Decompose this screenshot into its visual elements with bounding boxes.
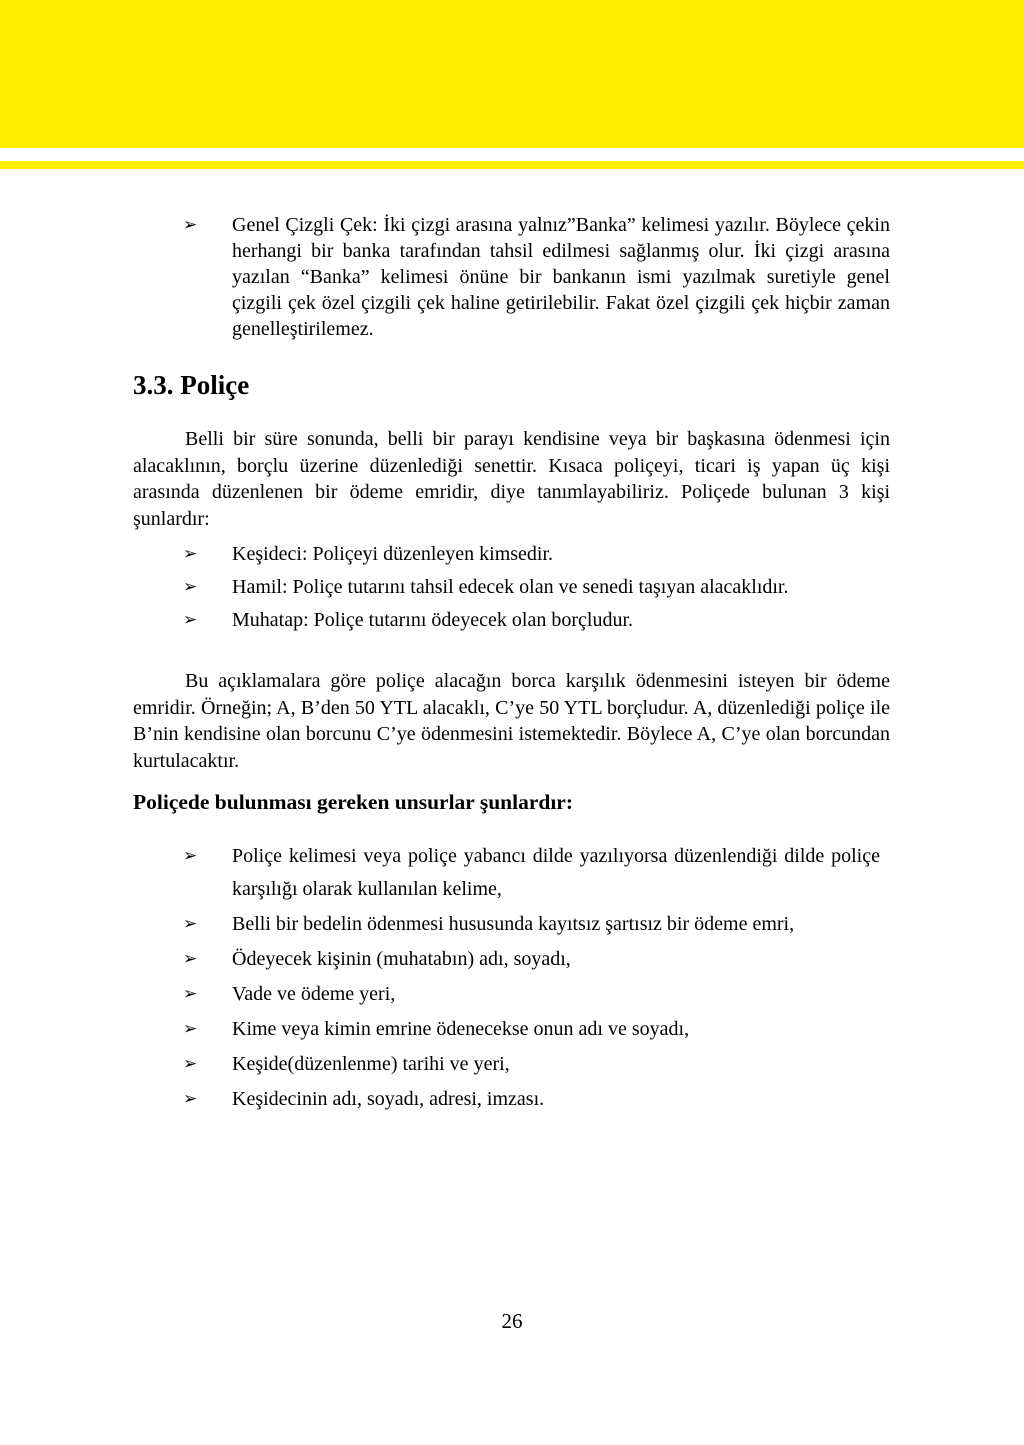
page-number: 26 (501, 1309, 523, 1333)
list-item-text: Muhatap: Poliçe tutarını ödeyecek olan borçludur. (232, 609, 633, 631)
intro-bullet-text: Genel Çizgli Çek: İki çizgi arasına yalnız”Banka” kelimesi yazılır. Böylece çekin herhangi bir banka tarafından tahsil edilmesi sağlanmış olur. İki çizgi arasına yazılan “Banka” kelimesi önüne bir bankanın ismi yazılmak suretiyle genel çizgili çek özel çizgili çek haline getirilebilir. Fakat özel çizgili çek hiçbir zaman genelleştirilemez. (232, 214, 890, 340)
list-item-text: Poliçe kelimesi veya poliçe yabancı dilde yazılıyorsa düzenlendiği dilde poliçe karşılığı olarak kullanılan kelime, (232, 845, 880, 900)
list-item (133, 1083, 890, 1116)
list-item-text: Belli bir bedelin ödenmesi hususunda kayıtsız şartısız bir ödeme emri, (232, 913, 795, 935)
list-item-text: Keşide(düzenlenme) tarihi ve yeri, (232, 1053, 510, 1075)
list-item (133, 1048, 890, 1081)
header-yellow-strip (0, 161, 1024, 169)
list-item-text: Keşidecinin adı, soyadı, adresi, imzası. (232, 1088, 545, 1110)
section-paragraph-1: Belli bir süre sonunda, belli bir parayı kendisine veya bir başkasına ödenmesi için alacaklının, borçlu üzerine düzenlediği senettir. Kısaca poliçeyi, ticari iş yapan üç kişi arasında düzenlenen bir ödeme emridir, diye tanımlayabiliriz. Poliçede bulunan 3 kişi şunlardır: (133, 428, 890, 530)
arrow-bullet-icon: ➢ (183, 577, 198, 597)
intro-bullet-item (133, 212, 890, 342)
arrow-bullet-icon: ➢ (183, 984, 198, 1004)
arrow-bullet-icon: ➢ (183, 914, 198, 934)
list-item (133, 908, 890, 941)
list-item-text: Kime veya kimin emrine ödenecekse onun adı ve soyadı, (232, 1018, 690, 1040)
list-item (133, 1013, 890, 1046)
list-item-text: Ödeyecek kişinin (muhatabın) adı, soyadı, (232, 948, 571, 970)
list-item-text: Keşideci: Poliçeyi düzenleyen kimsedir. (232, 543, 554, 565)
arrow-bullet-icon: ➢ (183, 1019, 198, 1039)
arrow-bullet-icon: ➢ (183, 1089, 198, 1109)
list-item-text: Vade ve ödeme yeri, (232, 983, 396, 1005)
arrow-bullet-icon: ➢ (183, 215, 198, 235)
persons-list (133, 538, 890, 637)
section-heading: 3.3. Poliçe (133, 370, 250, 400)
elements-subheading: Poliçede bulunması gereken unsurlar şunlardır: (133, 790, 574, 814)
arrow-bullet-icon: ➢ (183, 949, 198, 969)
list-item (133, 840, 890, 906)
list-item (133, 978, 890, 1011)
list-item-text: Hamil: Poliçe tutarını tahsil edecek olan ve senedi taşıyan alacaklıdır. (232, 576, 789, 598)
list-item (133, 943, 890, 976)
list-item (133, 571, 890, 604)
header-yellow-band (0, 0, 1024, 148)
arrow-bullet-icon: ➢ (183, 610, 198, 630)
list-item (133, 538, 890, 571)
section-paragraph-2: Bu açıklamalara göre poliçe alacağın borca karşılık ödenmesini isteyen bir ödeme emridir. Örneğin; A, B’den 50 YTL alacaklı, C’ye 50 YTL borçludur. A, düzenlediği poliçe ile B’nin kendisine olan borcunu C’ye ödenmesini istemektedir. Böylece A, C’ye olan borcundan kurtulacaktır. (133, 670, 890, 772)
arrow-bullet-icon: ➢ (183, 544, 198, 564)
elements-list (133, 840, 890, 1118)
arrow-bullet-icon: ➢ (183, 846, 198, 866)
arrow-bullet-icon: ➢ (183, 1054, 198, 1074)
list-item (133, 604, 890, 637)
